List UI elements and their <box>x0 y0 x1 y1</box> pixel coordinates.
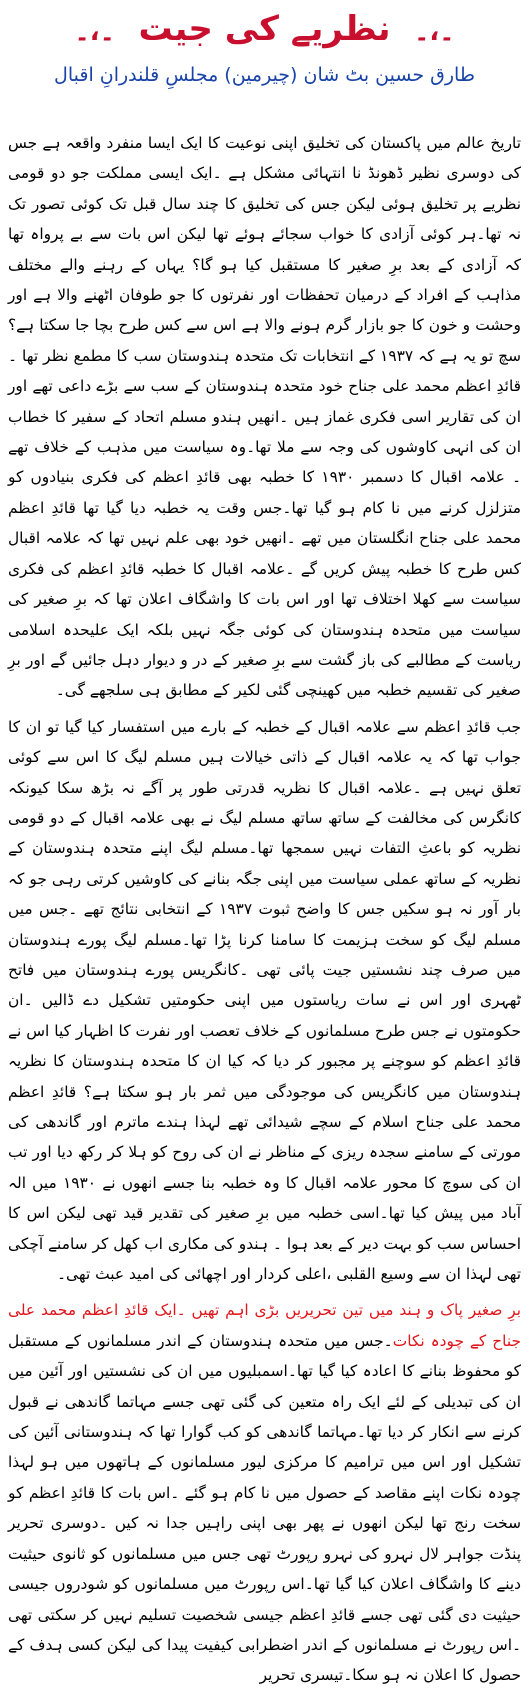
paragraph-2: جب قائدِ اعظم سے علامہ اقبال کے خطبہ کے بارے میں استفسار کیا گیا تو ان کا جواب تھا کہ یہ علامہ اقبال کے ذاتی خیالات ہیں مسلم لیگ کا اس سے کوئی تعلق نہیں ہے ۔علامہ اقبال کا نظریہ قدرتی طور پر آگے نہ بڑھ سکا کیونکہ کانگرس کی مخالفت کے ساتھ ساتھ مسلم لیگ نے بھی علامہ اقبال کے دو قومی نظریہ کو باعثِ التفات نہیں سمجھا تھا۔مسلم لیگ اپنے متحدہ ہندوستان کے نظریہ کے ساتھ عملی سیاست میں اپنی جگہ بنانے کی کاوشیں کرتی رہی جو کہ بار آور نہ ہو سکیں جس کا واضح ثبوت ۱۹۳۷ کے انتخابی نتائج تھے ۔جس میں مسلم لیگ کو سخت ہزیمت کا سامنا کرنا پڑا تھا۔مسلم لیگ پورے ہندوستان میں صرف چند نشستیں جیت پائی تھی ۔کانگریس پورے ہندوستان میں فاتح ٹھہری اور اس نے سات ریاستوں میں اپنی حکومتیں تشکیل دے ڈالیں ۔ان حکومتوں نے جس طرح مسلمانوں کے خلاف تعصب اور نفرت کا اظہار کیا اس نے قائدِ اعظم کو سوچنے پر مجبور کر دیا کہ کیا ان کا متحدہ ہندوستان کا نظریہ ہندوستان میں کانگریس کی موجودگی میں ثمر بار ہو سکتا ہے؟ قائدِ اعظم محمد علی جناح اسلام کے سچے شیدائی تھے لہذا ہندے ماترم اور گاندھی کی مورتی کے سامنے سجدہ ریزی کے مناظر نے ان کی روح کو ہلا کر رکھ دیا اور تب ان کی سوچ کا محور علامہ اقبال کا وہ خطبہ بنا جسے انھوں نے ۱۹۳۰ میں الہ آباد میں پیش کیا تھا۔اسی خطبہ میں برِ صغیر کی تقدیر قید تھی لیکن اس کا احساس سب کو بہت دیر کے بعد ہوا ۔ ہندو کی مکاری اب کھل کر سامنے آچکی تھی لہذا ان سے وسیع القلبی ،اعلی کردار اور اچھائی کی امید عبث تھی۔ <box>8 717 522 1284</box>
article-title-block <box>0 4 529 54</box>
article-title: نظریے کی جیت <box>138 9 391 49</box>
author-byline: طارق حسین بٹ شان (چیرمین) مجلسِ قلندرانِ اقبال <box>54 64 475 86</box>
title-ornament-left: ۔،۔ <box>74 17 115 47</box>
article-body <box>8 128 522 1685</box>
paragraph-3-text: ۔جس میں متحدہ ہندوستان کے اندر مسلمانوں کے مستقبل کو محفوظ بنانے کا اعادہ کیا گیا تھا۔اسمبلیوں میں ان کی نشستیں اور آئین میں ان کی تبدیلی کے لئے ایک راہ متعین کی گئی تھی جسے مہاتما گاندھی نے قبول کرنے سے انکار کر دیا تھا۔مہاتما گاندھی کو کب گوارا تھا کہ ہندوستانی آئین کی تشکیل اور اس میں ترامیم کا مرکزی لیور مسلمانوں کے ہاتھوں میں ہو لہذا چودہ نکات اپنے مقاصد کے حصول میں نا کام ہو گئے ۔اس بات کا قائدِ اعظم کو سخت رنج تھا لیکن انھوں نے پھر بھی اپنی راہیں جدا نہ کیں ۔دوسری تحریر پنڈت جواہر لال نہرو کی نہرو رپورٹ تھی جس میں مسلمانوں کو ثانوی حیثیت دینے کا واشگاف اعلان کیا گیا تھا۔اس رپورٹ میں مسلمانوں کو شودروں جیسی حیثیت دی گئی تھی جسے قائدِ اعظم جیسی شخصیت تسلیم نہیں کر سکتی تھی ۔اس رپورٹ نے مسلمانوں کے اندر اضطرابی کیفیت پیدا کی لیکن کسی ہدف کے حصول کا اعلان نہ ہو سکا۔تیسری تحریر <box>8 1331 521 1685</box>
paragraph-3 <box>8 1295 521 1690</box>
paragraph-1: تاریخ عالم میں پاکستان کی تخلیق اپنی نوعیت کا ایک ایسا منفرد واقعہ ہے جس کی دوسری نظیر ڈھونڈ نا انتہائی مشکل ہے ۔ایک ایسی مملکت جو دو قومی نظریے پر تخلیق ہوئی لیکن جس کی تخلیق کا چند سال قبل تک کوئی تصور تک نہ تھا۔ہر کوئی آزادی کا خواب سجائے ہوئے تھا لیکن اس بات سے بے پرواہ تھا کہ آزادی کے بعد برِ صغیر کا مستقبل کیا ہو گا؟ یہاں کے رہنے والے مختلف مذاہب کے افراد کے درمیان تحفظات اور نفرتوں کا جو طوفان اٹھنے والا ہے اور وحشت و خون کا جو بازار گرم ہونے والا ہے اس سے کس طرح بچا جا سکتا ہے؟ سچ تو یہ ہے کہ ۱۹۳۷ کے انتخابات تک متحدہ ہندوستان سب کا مطمع نظر تھا ۔ قائدِ اعظم محمد علی جناح خود متحدہ ہندوستان کے سب سے بڑے داعی تھے اور ان کی تقاریر اسی فکری غماز ہیں ۔انھیں ہندو مسلم اتحاد کے سفیر کا خطاب ان کی انہی کاوشوں کی وجہ سے ملا تھا۔وہ سیاست میں مذہب کے خلاف تھے ۔ علامہ اقبال کا دسمبر ۱۹۳۰ کا خطبہ بھی قائدِ اعظم کی فکری بنیادوں کو متزلزل کرنے میں نا کام ہو گیا تھا۔جس وقت یہ خطبہ دیا گیا تھا قائدِ اعظم محمد علی جناح انگلستان میں تھے ۔انھیں خود بھی علم نہیں تھا کہ علامہ اقبال کس طرح کا خطبہ پیش کریں گے ۔علامہ اقبال کا خطبہ قائدِ اعظم کی فکری سیاست سے کھلا اختلاف تھا اور اس بات کا واشگاف اعلان تھا کہ برِ صغیر کی سیاست میں متحدہ ہندوستان کی کوئی جگہ نہیں بلکہ ایک علیحدہ اسلامی ریاست کے مطالبے کی باز گشت سے برِ صغیر کے در و دیوار دہل جائیں گے اور برِ صغیر کی تقسیم خطبہ میں کھینچی گئی لکیر کے مطابق ہی سلجھے گی۔ <box>8 134 521 700</box>
title-ornament-right: ۔،۔ <box>414 17 455 47</box>
highlighted-lead-text: برِ صغیر پاک و ہند میں تین تحریریں بڑی اہم تھیں ۔ایک قائدِ اعظم محمد علی جناح کے چودہ نکات <box>8 1301 521 1350</box>
